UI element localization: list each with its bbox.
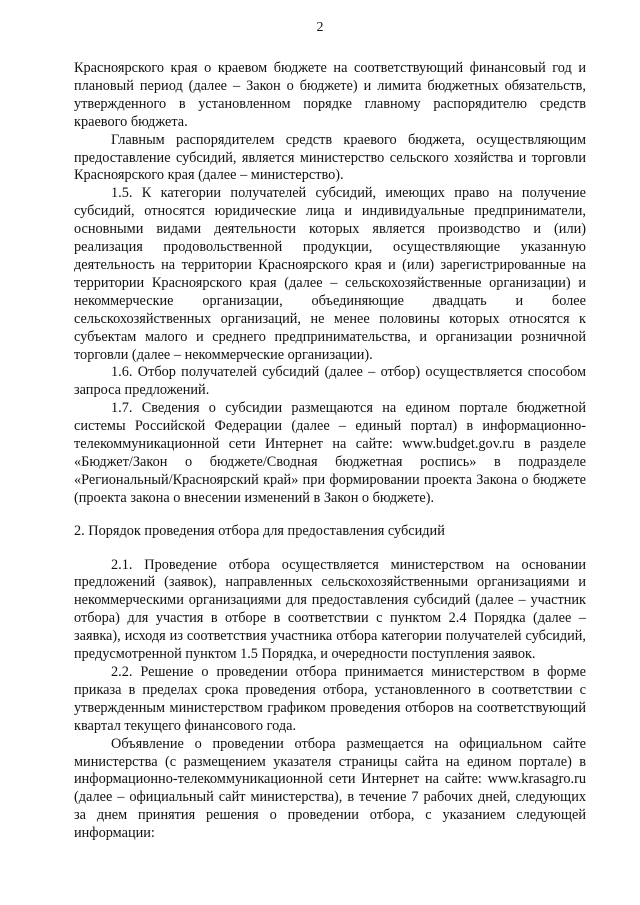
paragraph-2-1-selection-conduct: 2.1. Проведение отбора осуществляется министерством на основании предложений (заявок), направленных сельскохозяйственными организациями и некоммерческими организациями для предоставления субсидий (далее – участник отбора) для участия в отборе в соответствии с пунктом 2.4 Порядка (далее – заявка), исходя из соответствия участника отбора категории получателей субсидий, предусмотренной пунктом 1.5 Порядка, и очередности поступления заявок. (74, 556, 586, 663)
document-body (74, 60, 586, 843)
paragraph-1-7-subsidy-info-portal: 1.7. Сведения о субсидии размещаются на едином портале бюджетной системы Российской Федерации (далее – единый портал) в информационно-телекоммуникационной сети Интернет на сайте: www.budget.gov.ru в разделе «Бюджет/Закон о бюджете/Сводная бюджетная роспись» в подразделе «Региональный/Красноярский край» при формировании проекта Закона о бюджете (проекта закона о внесении изменений в Закон о бюджете). (74, 400, 586, 506)
paragraph-1-6-selection-method: 1.6. Отбор получателей субсидий (далее – отбор) осуществляется способом запроса предложений. (74, 364, 586, 399)
paragraph-1-5-recipient-categories: 1.5. К категории получателей субсидий, имеющих право на получение субсидий, относятся юридические лица и индивидуальные предприниматели, основными видами деятельности которых является производство и (или) реализация продовольственной продукции, осуществляющие указанную деятельность на территории Красноярского края и (или) зарегистрированные на территории Красноярского края (далее – сельскохозяйственные организации) и некоммерческие организации, объединяющие двадцать и более сельскохозяйственных организаций, не менее половины которых относятся к субъектам малого и среднего предпринимательства, и организации розничной торговли (далее – некоммерческие организации). (74, 185, 586, 363)
paragraph-announcement: Объявление о проведении отбора размещается на официальном сайте министерства (с размещением указателя страницы сайта на едином портале) в информационно-телекоммуникационной сети Интернет на сайте: www.krasagro.ru (далее – официальный сайт министерства), в течение 7 рабочих дней, следующих за днем принятия решения о проведении отбора, с указанием следующей информации: (74, 735, 586, 842)
paragraph-main-administrator: Главным распорядителем средств краевого бюджета, осуществляющим предоставление субсидий, является министерство сельского хозяйства и торговли Красноярского края (далее – министерство). (74, 131, 586, 184)
section-heading: 2. Порядок проведения отбора для предоставления субсидий (74, 522, 445, 539)
paragraph-budget-law-continuation: Красноярского края о краевом бюджете на соответствующий финансовый год и плановый период (далее – Закон о бюджете) и лимита бюджетных обязательств, утвержденного в установленном порядке главному распорядителю средств краевого бюджета. (74, 60, 586, 130)
page-number: 2 (316, 20, 324, 35)
paragraph-2-2-selection-decision: 2.2. Решение о проведении отбора принимается министерством в форме приказа в пределах срока проведения отбора, установленного в соответствии с утвержденным министерством графиком проведения отборов на соответствующий квартал текущего финансового года. (74, 664, 586, 734)
